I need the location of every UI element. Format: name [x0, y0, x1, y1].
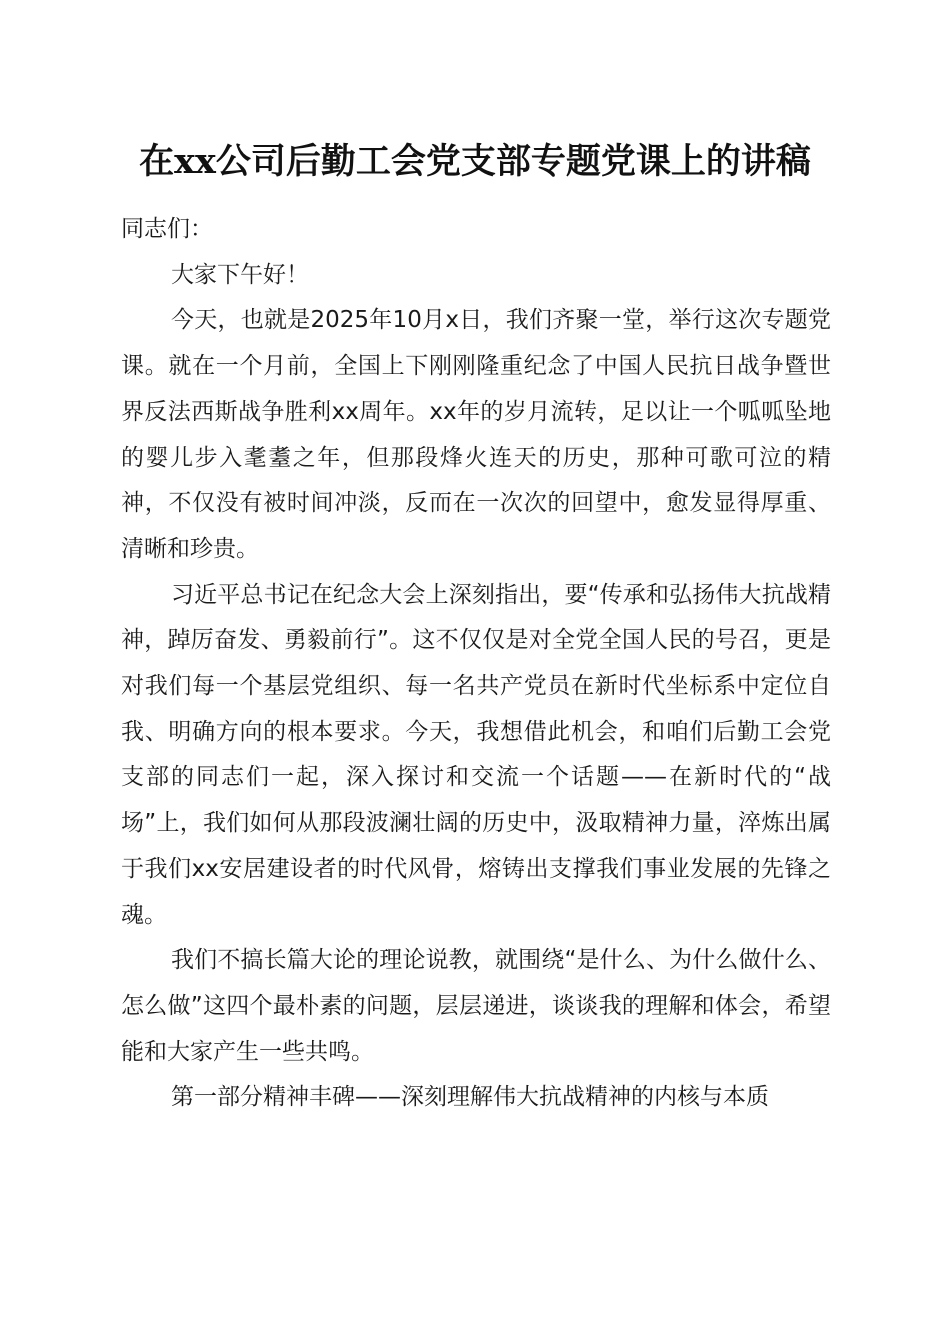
paragraph-approach: 我们不搞长篇大论的理论说教，就围绕“是什么、为什么做什么、怎么做”这四个最朴素的问题，层层递进，谈谈我的理解和体会，希望能和大家产生一些共鸣。: [121, 947, 831, 1065]
paragraph-greeting: 大家下午好！: [171, 261, 309, 288]
document-body: [121, 207, 831, 1121]
salutation: 同志们：: [121, 216, 213, 242]
section-heading-part-one: 第一部分精神丰碑——深刻理解伟大抗战精神的内核与本质: [171, 1084, 769, 1111]
paragraph-introduction: 今天，也就是2025年10月x日，我们齐聚一堂，举行这次专题党课。就在一个月前，全国上下刚刚隆重纪念了中国人民抗日战争暨世界反法西斯战争胜利xx周年。xx年的岁月流转，足以让一个呱呱坠地的婴儿步入耄耋之年，但那段烽火连天的历史，那种可歌可泣的精神，不仅没有被时间冲淡，反而在一次次的回望中，愈发显得厚重、清晰和珍贵。: [121, 307, 831, 562]
paragraph-instruction-quote: 习近平总书记在纪念大会上深刻指出，要“传承和弘扬伟大抗战精神，踔厉奋发、勇毅前行”。这不仅仅是对全党全国人民的号召，更是对我们每一个基层党组织、每一名共产党员在新时代坐标系中定位自我、明确方向的根本要求。今天，我想借此机会，和咱们后勤工会党支部的同志们一起，深入探讨和交流一个话题——在新时代的“战场”上，我们如何从那段波澜壮阔的历史中，汲取精神力量，淬炼出属于我们xx安居建设者的时代风骨，熔铸出支撑我们事业发展的先锋之魂。: [121, 581, 831, 928]
document-title: 在xx公司后勤工会党支部专题党课上的讲稿: [139, 141, 811, 182]
